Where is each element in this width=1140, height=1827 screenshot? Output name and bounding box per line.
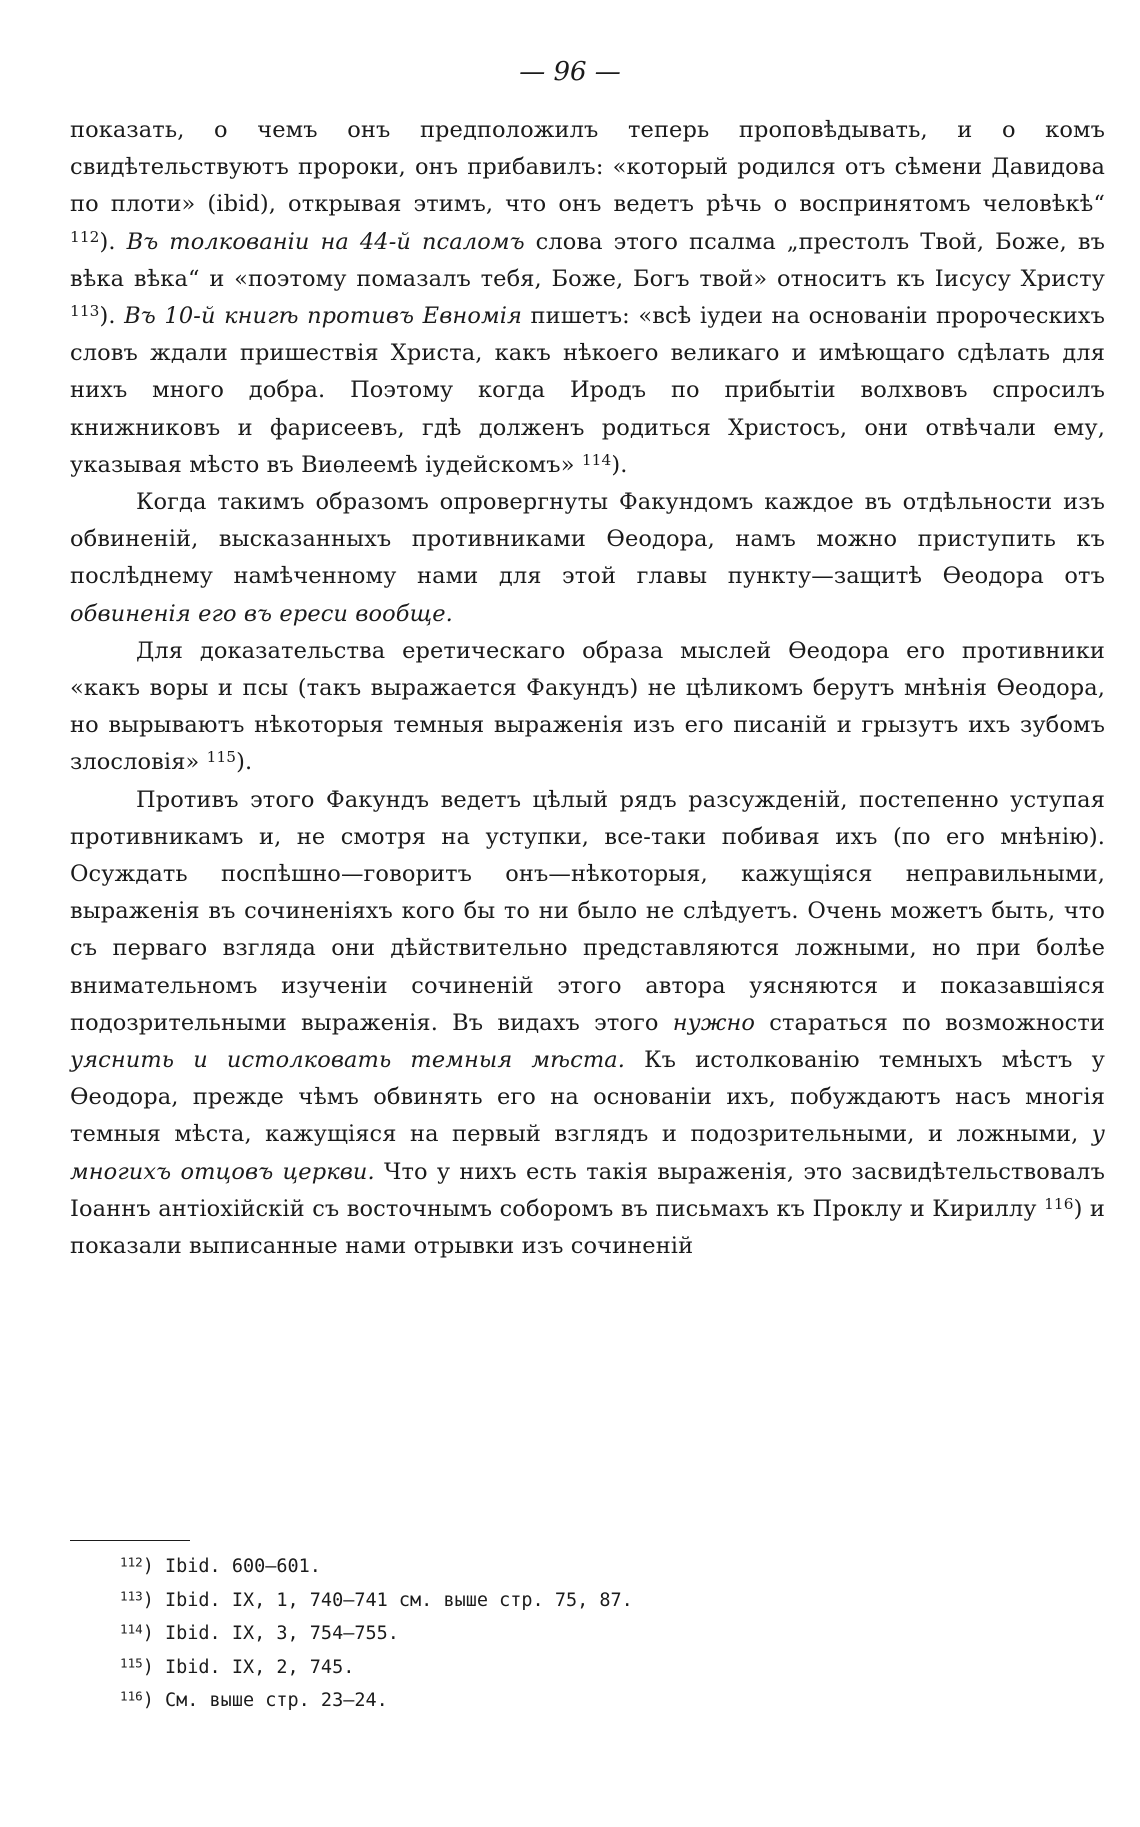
paragraph bbox=[70, 484, 1105, 633]
footnote-reference: 116 bbox=[1044, 1195, 1074, 1214]
italic-phrase: уяснить и истолковать темныя мѣста. bbox=[70, 1047, 626, 1074]
text-run: ) и показали выписанные нами отрывки изъ сочиненій bbox=[70, 1195, 1105, 1260]
text-run: ). bbox=[236, 749, 253, 776]
text-run: ). bbox=[611, 451, 628, 478]
footnote-text: ) Ibid. 600—601. bbox=[142, 1556, 321, 1577]
footnote-mark: 116 bbox=[120, 1688, 143, 1704]
footnote-reference: 113 bbox=[70, 302, 100, 321]
text-run: Что у нихъ есть такія выраженія, это засвидѣтельствовалъ Іоаннъ антіохійскій съ восточнымъ соборомъ въ письмахъ къ Проклу и Кириллу bbox=[70, 1158, 1105, 1222]
text-run: Къ истолкованію темныхъ мѣстъ у Ѳеодора, прежде чѣмъ обвинять его на основаніи ихъ, побуждаютъ насъ многія темныя мѣста, кажущіяся на первый взглядъ и подозрительными, и ложными, bbox=[70, 1047, 1105, 1148]
footnote-mark: 114 bbox=[120, 1621, 143, 1637]
italic-phrase: нужно bbox=[672, 1009, 756, 1036]
footnote bbox=[120, 1651, 1000, 1685]
text-run: Когда такимъ образомъ опровергнуты Факундомъ каждое въ отдѣльности изъ обвиненій, высказанныхъ противниками Ѳеодора, намъ можно приступить къ послѣднему намѣченному нами для этой главы пункту—защитѣ Ѳеодора отъ bbox=[70, 489, 1105, 590]
footnote bbox=[120, 1617, 1000, 1651]
paragraph bbox=[70, 112, 1105, 484]
footnote bbox=[120, 1684, 1000, 1718]
text-run: ). bbox=[99, 303, 125, 330]
text-run: показать, о чемъ онъ предположилъ теперь проповѣдывать, и о комъ свидѣтельствуютъ пророки, онъ прибавилъ: «который родился отъ сѣмени Давидова по плоти» (ibid), открывая этимъ, что онъ ведетъ рѣчь о воспринятомъ человѣкѣ“ bbox=[70, 117, 1105, 218]
footnote bbox=[120, 1550, 1000, 1584]
paragraph bbox=[70, 782, 1105, 1266]
footnote-text: ) Ibid. IX, 1, 740—741 см. выше стр. 75, 87. bbox=[142, 1589, 633, 1611]
footnote-reference: 114 bbox=[581, 450, 612, 469]
footnote-text: ) Ibid. IX, 2, 745. bbox=[142, 1656, 355, 1678]
page-number: — 96 — bbox=[519, 57, 621, 87]
footnotes bbox=[120, 1550, 1000, 1718]
text-run: ). bbox=[99, 228, 127, 255]
footnote-text: ) См. выше стр. 23—24. bbox=[142, 1690, 388, 1712]
text-run: Противъ этого Факундъ ведетъ цѣлый рядъ разсужденій, постепенно уступая противникамъ и, не смотря на уступки, все-таки побивая ихъ (по его мнѣнію). Осуждать поспѣшно—говоритъ онъ—нѣкоторыя, кажущіяся неправильными, выраженія въ сочиненіяхъ кого бы то ни было не слѣдуетъ. Очень можетъ быть, что съ перваго взгляда они дѣйствительно представляются ложными, но при болѣе внимательномъ изученіи сочиненій этого автора уясняются и показавшіяся подозрительными выраженія. Въ видахъ этого bbox=[70, 786, 1105, 1036]
footnote-mark: 115 bbox=[120, 1655, 143, 1671]
footnote-reference: 112 bbox=[70, 227, 100, 246]
text-run: Для доказательства еретическаго образа мыслей Ѳеодора его противники «какъ воры и псы (такъ выражается Факундъ) не цѣликомъ берутъ мнѣнія Ѳеодора, но вырываютъ нѣкоторыя темныя выраженія изъ его писаній и грызутъ ихъ зубомъ злословія» bbox=[70, 637, 1105, 776]
italic-phrase: Въ толкованіи на 44-й псаломъ bbox=[126, 228, 525, 255]
footnote-reference: 115 bbox=[206, 748, 237, 767]
main-text bbox=[70, 112, 1105, 1265]
footnote bbox=[120, 1584, 1000, 1618]
footnote-text: ) Ibid. IX, 3, 754—755. bbox=[142, 1623, 399, 1645]
italic-phrase: обвиненія его въ ереси вообще. bbox=[70, 600, 453, 627]
footnote-mark: 113 bbox=[120, 1587, 143, 1603]
footnote-mark: 112 bbox=[120, 1554, 143, 1570]
paragraph bbox=[70, 633, 1105, 782]
text-run: пишетъ: «всѣ іудеи на основаніи пророческихъ словъ ждали пришествія Христа, какъ нѣкоего великаго и имѣющаго сдѣлать для нихъ много добра. Поэтому когда Иродъ по прибытіи волхвовъ спросилъ книжниковъ и фарисеевъ, гдѣ долженъ родиться Христосъ, они отвѣчали ему, указывая мѣсто въ Виѳлеемѣ іудейскомъ» bbox=[70, 303, 1105, 478]
italic-phrase: Въ 10-й книгѣ противъ Евномія bbox=[124, 303, 523, 330]
text-run: слова этого псалма „престолъ Твой, Боже, въ вѣка вѣка“ и «поэтому помазалъ тебя, Боже, Богъ твой» относитъ къ Іисусу Христу bbox=[70, 228, 1105, 292]
italic-phrase: у многихъ отцовъ церкви. bbox=[70, 1121, 1105, 1185]
text-run: стараться по возможности bbox=[755, 1009, 1105, 1036]
footnote-divider bbox=[70, 1540, 190, 1541]
